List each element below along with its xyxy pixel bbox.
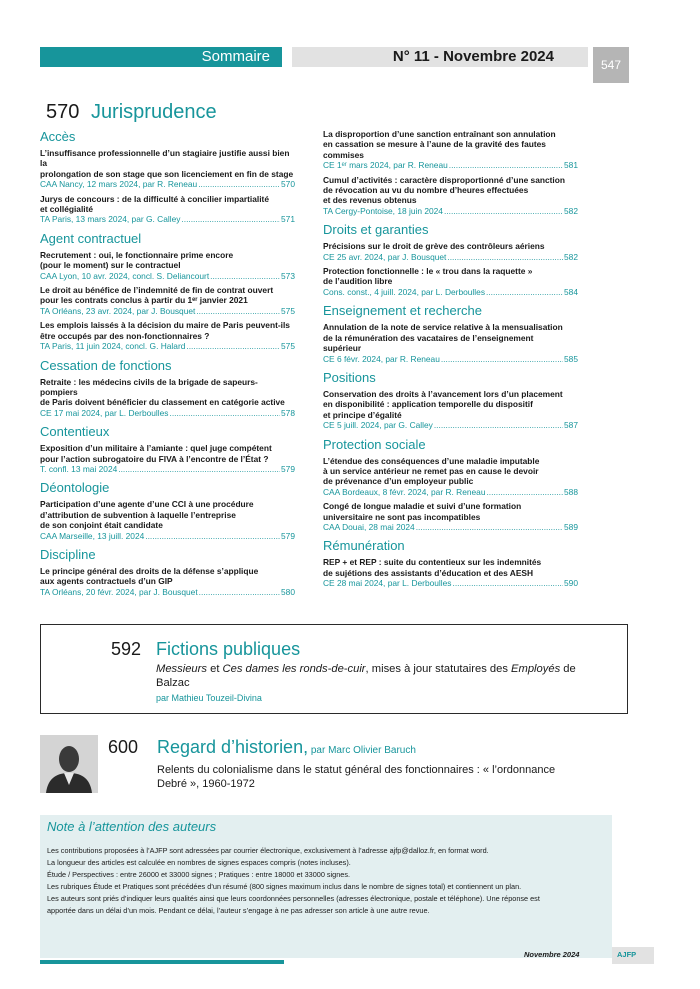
entry-page: 575	[281, 341, 295, 352]
entry-source-line	[323, 420, 578, 430]
entry-title-line: La disproportion d’une sanction entraînant son annulation	[323, 129, 556, 139]
entry-title-line: Exposition d’un militaire à l’amiante : quel juge compétent	[40, 443, 272, 454]
entry-title-line: L’étendue des conséquences d’une maladie imputable	[323, 455, 540, 466]
entry-page: 573	[281, 270, 295, 281]
entry-page: 579	[281, 530, 295, 541]
note-line: Étude / Perspectives : entre 26000 et 33000 signes ; Pratiques : entre 18000 et 33000 signes.	[47, 870, 351, 879]
toc-entry[interactable]	[323, 557, 578, 588]
toc-entry[interactable]	[323, 322, 578, 364]
entry-source-line	[323, 578, 578, 588]
regard-description: Relents du colonialisme dans le statut général des fonctionnaires : « l’ordonnance Debré », 1960-1972	[157, 764, 556, 790]
jurisprudence-heading	[46, 100, 217, 124]
toc-entry[interactable]	[40, 499, 295, 541]
dot-leader	[198, 179, 280, 189]
dot-leader	[444, 206, 563, 216]
entry-title-line: de la rémunération des vacataires de l’enseignement	[323, 332, 534, 343]
issue-header: N° 11 - Novembre 2024	[292, 47, 588, 67]
entry-page: 581	[564, 160, 578, 171]
entry-source-line	[323, 487, 578, 497]
jurisprudence-page: 570	[46, 101, 80, 123]
footer-brand: AJFP	[617, 950, 637, 959]
entry-source: TA Orléans, 23 avr. 2024, par J. Bousquet	[40, 305, 196, 316]
entry-source: Cons. const., 4 juill. 2024, par L. Derboulles	[323, 286, 486, 297]
entry-source-line	[40, 531, 295, 541]
footer-bar	[40, 960, 284, 964]
authors-note	[40, 815, 612, 958]
category-heading: Contentieux	[40, 424, 110, 440]
note-line: La longueur des articles est calculée en nombres de signes espaces compris (notes incluses).	[47, 858, 351, 867]
note-title: Note à l’attention des auteurs	[47, 819, 217, 834]
entry-source: CAA Bordeaux, 8 févr. 2024, par R. Reneau	[323, 486, 486, 497]
category-heading: Protection sociale	[323, 436, 426, 452]
entry-title-line: d’attribution de subvention à laquelle l’entreprise	[40, 509, 236, 520]
entry-title-line: Précisions sur le droit de grève des contrôleurs aériens	[323, 241, 545, 252]
toc-entry[interactable]	[40, 566, 295, 597]
entry-source-line	[323, 287, 578, 297]
entry-title-line: Jurys de concours : de la difficulté à concilier impartialité	[40, 193, 269, 204]
toc-entry[interactable]	[40, 377, 295, 419]
entry-title-line: de révocation au vu du nombre d’heures effectuées	[323, 185, 529, 196]
dot-leader	[416, 522, 563, 532]
entry-source: CE 17 mai 2024, par L. Derboulles	[40, 407, 169, 418]
toc-right-column	[323, 129, 578, 589]
historian-portrait	[40, 735, 98, 793]
entry-source-line	[40, 271, 295, 281]
entry-source-line	[40, 341, 295, 351]
toc-entry[interactable]	[323, 389, 578, 431]
entry-title-line: REP + et REP : suite du contentieux sur les indemnités	[323, 557, 542, 568]
entry-title-line: pour les contrats conclus à partir du 1ᵉʳ janvier 2021	[40, 295, 248, 306]
entry-title-line: de Paris doivent bénéficier du classement en catégorie active	[40, 397, 285, 408]
entry-title-line: à un service antérieur ne remet pas en cause le devoir	[323, 465, 539, 476]
entry-source-line	[323, 252, 578, 262]
dot-leader	[453, 578, 564, 588]
entry-title-line: Les emplois laissés à la décision du maire de Paris peuvent-ils	[40, 320, 290, 331]
category-heading: Droits et garanties	[323, 222, 429, 238]
entry-page: 570	[281, 179, 295, 190]
entry-source: CE 1ᵉʳ mars 2024, par R. Reneau	[323, 160, 448, 171]
note-line: Les auteurs sont priés d’indiquer leurs qualités ainsi que leurs coordonnées personnelles (adresses électronique, postale et téléphone). Une réponse est	[47, 894, 540, 903]
entry-title-line: Protection fonctionnelle : le « trou dans la raquette »	[323, 266, 533, 277]
toc-entry[interactable]	[323, 266, 578, 297]
toc-entry[interactable]	[40, 443, 295, 474]
entry-title-line: et des revenus obtenus	[323, 195, 417, 206]
regard-title: Regard d’historien,	[157, 737, 309, 757]
jurisprudence-title: Jurisprudence	[90, 101, 217, 123]
fictions-page: 592	[111, 639, 142, 659]
dot-leader	[434, 420, 563, 430]
entry-title-line: Annulation de la note de service relative à la mensualisation	[323, 322, 563, 333]
regard-author: par Marc Olivier Baruch	[308, 745, 416, 756]
entry-page: 585	[564, 353, 578, 364]
dot-leader	[449, 160, 563, 170]
entry-title-line: supérieur	[323, 343, 362, 354]
note-line: apportée dans un délai d’un mois. Pendant ce délai, l’auteur s’engage à ne pas adresser son article à une autre revue.	[47, 906, 430, 915]
entry-page: 582	[564, 205, 578, 216]
entry-title-line: de son conjoint était candidate	[40, 520, 163, 531]
category-heading: Accès	[40, 129, 76, 144]
entry-source-line	[40, 214, 295, 224]
entry-source: CE 6 févr. 2024, par R. Reneau	[323, 353, 440, 364]
category-heading: Déontologie	[40, 480, 110, 496]
note-line: Les rubriques Étude et Pratiques sont précédées d’un résumé (800 signes maximum inclus dans le nombre de signes total) et contiennent un plan.	[47, 882, 522, 891]
entry-title-line: et principe d’égalité	[323, 409, 402, 420]
entry-title-line: Participation d’une agente d’une CCI à une procédure	[40, 499, 254, 510]
entry-title-line: et collégialité	[40, 204, 94, 215]
category-heading: Discipline	[40, 546, 96, 562]
entry-source-line	[40, 587, 295, 597]
category-heading: Enseignement et recherche	[323, 303, 482, 319]
dot-leader	[196, 306, 280, 316]
entry-title-line: Le principe général des droits de la défense s’applique	[40, 565, 259, 576]
entry-title-line: universitaire ne sont pas incompatibles	[323, 511, 481, 522]
entry-title-line: Retraite : les médecins civils de la brigade de sapeurs-pompiers	[40, 376, 258, 397]
entry-source-line	[323, 160, 578, 170]
entry-page: 590	[564, 578, 578, 589]
dot-leader	[199, 587, 280, 597]
entry-title-line: prolongation de son stage que son licenciement en fin de stage	[40, 168, 294, 179]
entry-source-line	[40, 306, 295, 316]
toc-entry[interactable]	[323, 129, 578, 171]
entry-source: CAA Nancy, 12 mars 2024, par R. Reneau	[40, 179, 198, 190]
footer-month: Novembre 2024	[524, 950, 580, 959]
entry-title-line: Le droit au bénéfice de l’indemnité de fin de contrat ouvert	[40, 285, 274, 296]
entry-source: CE 5 juill. 2024, par G. Calley	[323, 420, 433, 431]
entry-title-line: Conservation des droits à l’avancement lors d’un placement	[323, 388, 563, 399]
entry-page: 582	[564, 251, 578, 262]
entry-title-line: de l’audition libre	[323, 276, 393, 287]
toc-entry[interactable]	[40, 285, 295, 316]
entry-page: 589	[564, 521, 578, 532]
note-line: Les contributions proposées à l’AJFP sont adressées par courrier électronique, exclusivement à l’adresse ajfp@dalloz.fr, en format word.	[47, 846, 489, 855]
fictions-box	[40, 624, 628, 714]
entry-source: CAA Lyon, 10 avr. 2024, concl. S. Deliancourt	[40, 270, 210, 281]
entry-source-line	[40, 408, 295, 418]
dot-leader	[118, 464, 280, 474]
entry-title-line: de prévenance d’un employeur public	[323, 476, 474, 487]
regard-title-line[interactable]	[157, 737, 416, 758]
fictions-author: par Mathieu Touzeil-Divina	[156, 693, 262, 703]
toc-entry[interactable]	[40, 148, 295, 190]
dot-leader	[486, 487, 563, 497]
dot-leader	[441, 354, 563, 364]
entry-source-line	[323, 354, 578, 364]
entry-source-line	[40, 464, 295, 474]
entry-source: TA Paris, 13 mars 2024, par G. Calley	[40, 214, 181, 225]
entry-title-line: en disponibilité : application temporelle du dispositif	[323, 399, 533, 410]
category-heading: Cessation de fonctions	[40, 357, 172, 373]
dot-leader	[447, 252, 563, 262]
entry-page: 575	[281, 305, 295, 316]
entry-title-line: être occupés par des non-fonctionnaires ?	[40, 330, 210, 341]
entry-source: T. confl. 13 mai 2024	[40, 463, 118, 474]
entry-source-line	[323, 206, 578, 216]
entry-source-line	[40, 179, 295, 189]
entry-page: 571	[281, 214, 295, 225]
page-number: 547	[593, 47, 629, 83]
entry-source-line	[323, 522, 578, 532]
entry-page: 580	[281, 586, 295, 597]
entry-source: TA Cergy-Pontoise, 18 juin 2024	[323, 205, 443, 216]
fictions-description: Messieurs et Ces dames les ronds-de-cuir, mises à jour statutaires des Employés de Balzac	[156, 663, 576, 689]
dot-leader	[186, 341, 280, 351]
toc-left-column	[40, 129, 295, 597]
entry-source: CAA Marseille, 13 juill. 2024	[40, 530, 145, 541]
toc-entry[interactable]	[40, 194, 295, 225]
entry-source: TA Orléans, 20 févr. 2024, par J. Bousquet	[40, 586, 198, 597]
dot-leader	[145, 531, 280, 541]
entry-title-line: de sujétions des assistants d’éducation et des AESH	[323, 567, 534, 578]
category-heading: Rémunération	[323, 538, 405, 554]
entry-title-line: en cassation se mesure à l’aune de la gravité des fautes commises	[323, 139, 546, 160]
dot-leader	[170, 408, 281, 418]
entry-title-line: Cumul d’activités : caractère disproportionné d’une sanction	[323, 174, 565, 185]
toc-entry[interactable]	[323, 501, 578, 532]
regard-page: 600	[108, 737, 139, 757]
entry-title-line: Recrutement : oui, le fonctionnaire prime encore	[40, 249, 234, 260]
toc-entry[interactable]	[323, 456, 578, 498]
toc-entry[interactable]	[40, 320, 295, 351]
fictions-title[interactable]: Fictions publiques	[156, 639, 301, 659]
toc-entry[interactable]	[323, 241, 578, 262]
entry-source: CAA Douai, 28 mai 2024	[323, 521, 415, 532]
entry-title-line: Congé de longue maladie et suivi d’une formation	[323, 501, 522, 512]
note-body	[47, 845, 607, 917]
entry-source: CE 28 mai 2024, par L. Derboulles	[323, 578, 452, 589]
entry-page: 587	[564, 420, 578, 431]
entry-title-line: (pour le moment) sur le contractuel	[40, 260, 181, 271]
entry-title-line: L’insuffisance professionnelle d’un stagiaire justifie aussi bien la	[40, 148, 290, 169]
dot-leader	[210, 271, 280, 281]
entry-source: CE 25 avr. 2024, par J. Bousquet	[323, 251, 447, 262]
category-heading: Agent contractuel	[40, 230, 142, 246]
toc-entry[interactable]	[323, 175, 578, 217]
dot-leader	[486, 287, 563, 297]
entry-page: 588	[564, 486, 578, 497]
dot-leader	[181, 214, 280, 224]
entry-source: TA Paris, 11 juin 2024, concl. G. Halard	[40, 341, 186, 352]
entry-title-line: pour l’action subrogatoire du FIVA à l’encontre de l’État ?	[40, 453, 269, 464]
entry-title-line: aux agents contractuels d’un GIP	[40, 576, 173, 587]
entry-page: 584	[564, 286, 578, 297]
toc-entry[interactable]	[40, 250, 295, 281]
entry-page: 578	[281, 407, 295, 418]
category-heading: Positions	[323, 369, 376, 385]
section-header: Sommaire	[40, 47, 282, 67]
entry-page: 579	[281, 463, 295, 474]
